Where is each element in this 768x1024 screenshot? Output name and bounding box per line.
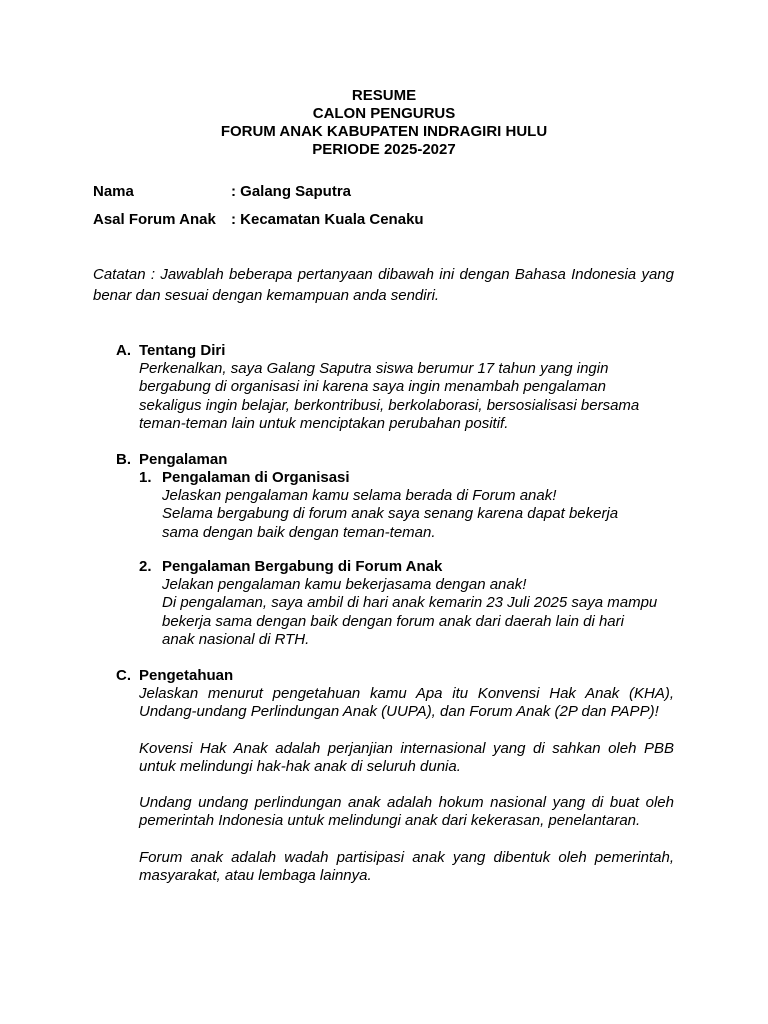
document-header (0, 87, 768, 159)
section-b-item2-line: Di pengalaman, saya ambil di hari anak kemarin 23 Juli 2025 saya mampu (162, 594, 658, 612)
section-a-title: Tentang Diri (139, 342, 226, 359)
header-period: PERIODE 2025-2027 (312, 141, 456, 158)
section-a-line: teman-teman lain untuk menciptakan perubahan positif. (139, 414, 509, 432)
section-c-marker: C. (116, 667, 131, 684)
section-c-question: Jelaskan menurut pengetahuan kamu Apa itu Konvensi Hak Anak (KHA), Undang-undang Perlindungan Anak (UUPA), dan Forum Anak (2P dan PAPP)! (139, 685, 674, 721)
section-c-answer-fa: Forum anak adalah wadah partisipasi anak yang dibentuk oleh pemerintah, masyarakat, atau lembaga lainnya. (139, 849, 674, 885)
note-text: Catatan : Jawablah beberapa pertanyaan dibawah ini dengan Bahasa Indonesia yang benar dan sesuai dengan kemampuan anda sendiri. (93, 266, 674, 304)
section-b-item2-paragraph (162, 576, 657, 649)
section-b-title: Pengalaman (139, 451, 228, 468)
section-c-answer-uupa: Undang undang perlindungan anak adalah hokum nasional yang di buat oleh pemerintah Indonesia untuk melindungi anak dari kekerasan, penelantaran. (139, 794, 674, 830)
section-b-item1-line: Selama bergabung di forum anak saya senang karena dapat bekerja (162, 505, 619, 523)
section-a-marker: A. (116, 342, 131, 359)
section-b-item1-line: Jelaskan pengalaman kamu selama berada di Forum anak! (162, 487, 557, 504)
section-b-item1-marker: 1. (139, 469, 152, 486)
section-b-item2-line: anak nasional di RTH. (162, 630, 310, 648)
header-title: RESUME (351, 87, 417, 104)
section-b-marker: B. (116, 451, 131, 468)
asal-value: : Kecamatan Kuala Cenaku (231, 211, 424, 228)
section-b-item2-title: Pengalaman Bergabung di Forum Anak (162, 558, 443, 575)
section-b-item2-marker: 2. (139, 558, 152, 575)
info-row-asal (93, 211, 424, 229)
asal-label: Asal Forum Anak (93, 211, 216, 228)
header-organization: FORUM ANAK KABUPATEN INDRAGIRI HULU (220, 123, 548, 140)
nama-label: Nama (93, 183, 134, 200)
section-b-item2-line: bekerja sama dengan baik dengan forum anak dari daerah lain di hari (162, 612, 624, 630)
section-a-line: sekaligus ingin belajar, berkontribusi, berkolaborasi, bersosialisasi bersama (139, 396, 640, 414)
info-row-nama (93, 183, 351, 201)
nama-value: : Galang Saputra (231, 183, 352, 200)
section-a-paragraph (139, 360, 639, 433)
section-b-item2-line: Jelakan pengalaman kamu bekerjasama dengan anak! (162, 576, 527, 593)
section-a-line: bergabung di organisasi ini karena saya ingin menambah pengalaman (139, 378, 606, 396)
header-subtitle: CALON PENGURUS (312, 105, 456, 122)
section-c-answer-kha: Kovensi Hak Anak adalah perjanjian internasional yang di sahkan oleh PBB untuk melindungi hak-hak anak di seluruh dunia. (139, 740, 674, 776)
section-b-item1-line: sama dengan baik dengan teman-teman. (162, 523, 436, 541)
section-a-line: Perkenalkan, saya Galang Saputra siswa berumur 17 tahun yang ingin (139, 360, 609, 377)
section-b-item1-paragraph (162, 487, 618, 542)
section-c-title: Pengetahuan (139, 667, 234, 684)
section-b-item1-title: Pengalaman di Organisasi (162, 469, 350, 486)
